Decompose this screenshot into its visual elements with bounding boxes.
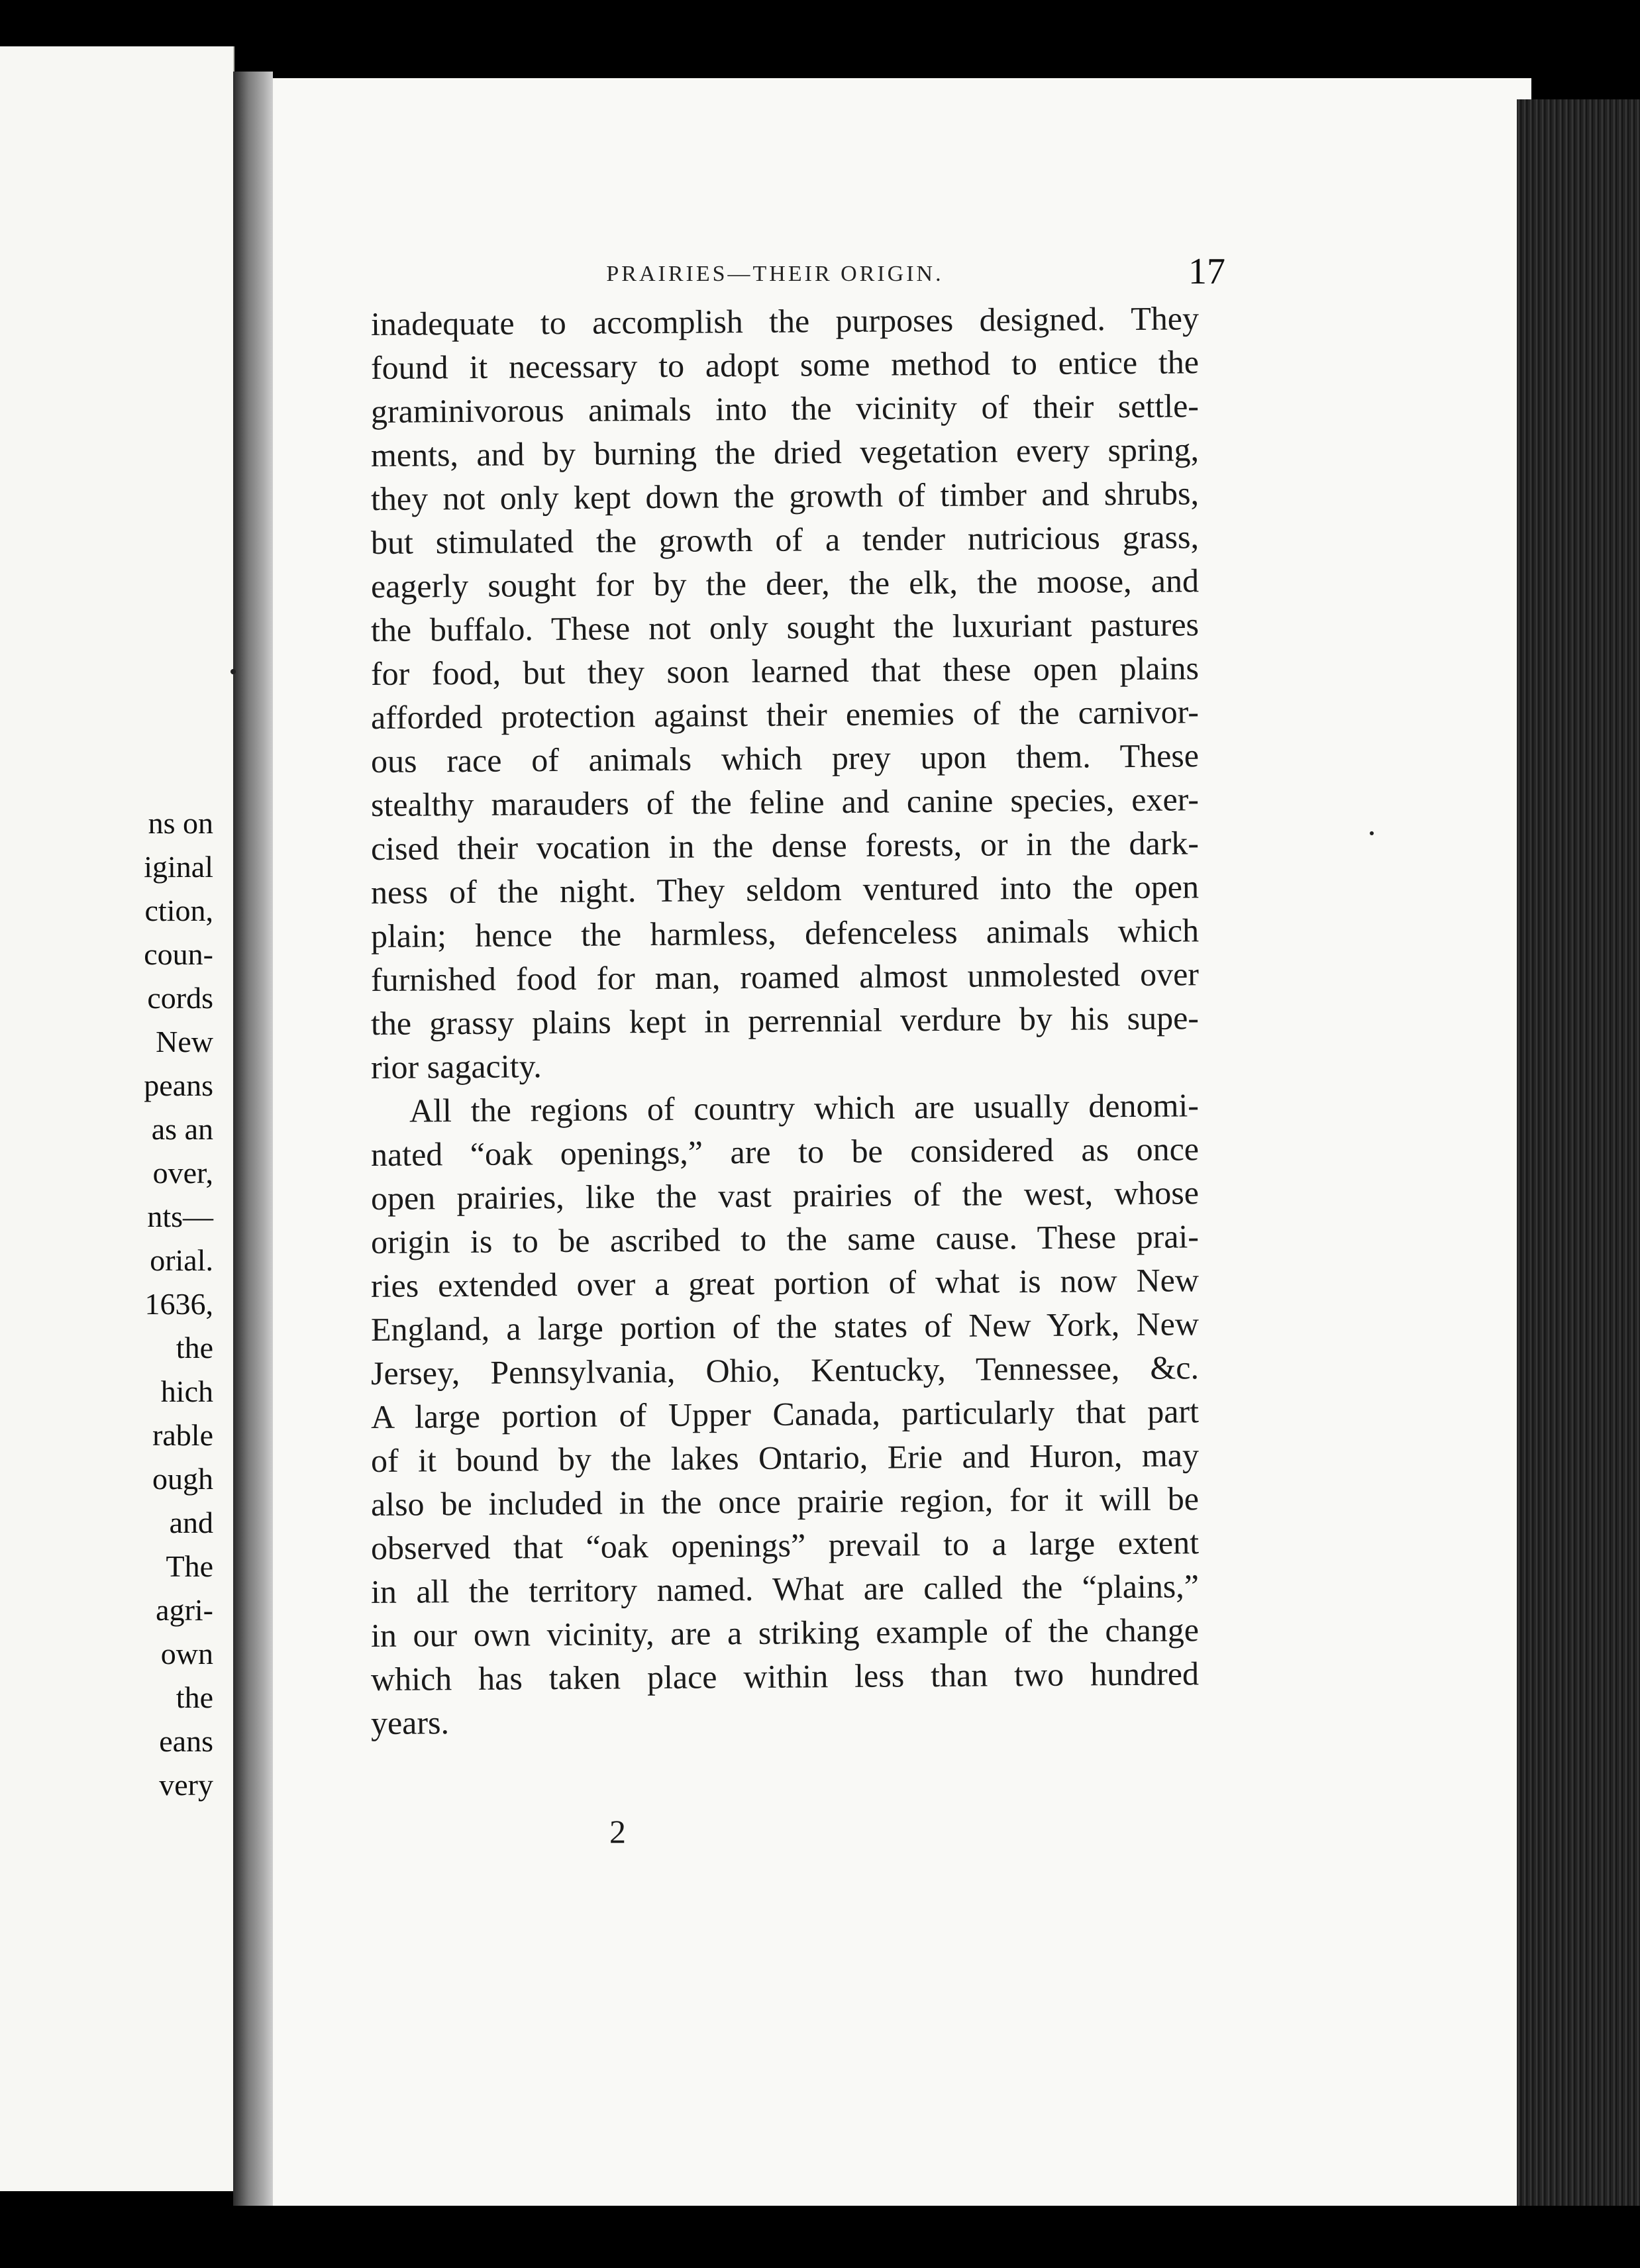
left-page-fragment: hich [160,1374,213,1408]
text-line: years. [370,1704,450,1741]
left-page [0,46,234,2191]
left-page-fragment: iginal [144,850,213,884]
text-line: ness of the night. They seldom ventured into the open [370,868,1200,911]
text-line: of it bound by the lakes Ontario, Erie and Huron, may [370,1436,1200,1479]
running-head: PRAIRIES—THEIR ORIGIN. [606,262,944,286]
text-line: origin is to be ascribed to the same cause. These prai- [370,1217,1200,1261]
text-line: nated “oak openings,” are to be considered as once [370,1130,1200,1173]
text-line: England, a large portion of the states of New York, New [370,1305,1200,1348]
left-page-fragment: over, [152,1156,213,1190]
text-line: stealthy marauders of the feline and canine species, exer- [370,780,1200,823]
text-line: inadequate to accomplish the purposes designed. They [370,299,1200,342]
text-line: for food, but they soon learned that these open plains [370,649,1200,692]
left-page-fragment: ction, [144,894,213,927]
text-line: the buffalo. These not only sought the luxuriant pastures [370,605,1200,648]
text-line: also be included in the once prairie region, for it will be [370,1480,1200,1523]
text-line: graminivorous animals into the vicinity of their settle- [370,387,1200,430]
left-page-fragment: cords [147,981,213,1015]
left-page-fragment: New [156,1025,213,1058]
text-line: cised their vocation in the dense forests, or in the dark- [370,824,1200,867]
text-line: furnished food for man, roamed almost unmolested over [370,955,1200,998]
text-line: A large portion of Upper Canada, particularly that part [370,1392,1200,1435]
text-line: found it necessary to adopt some method to entice the [370,343,1200,386]
left-page-fragment: rable [152,1418,213,1452]
left-page-fragment: as an [151,1112,213,1146]
left-page-fragment: eans [159,1724,213,1758]
text-line: but stimulated the growth of a tender nutricious grass, [370,518,1200,561]
left-page-fragment: ough [152,1462,213,1496]
text-line: which has taken place within less than two hundred [370,1655,1200,1698]
ink-speck [231,669,236,674]
text-line: ments, and by burning the dried vegetation every spring, [370,431,1200,474]
left-page-fragment: very [159,1768,213,1802]
signature-mark: 2 [609,1813,626,1850]
left-page-fragment: coun- [144,937,213,971]
left-page-fragment: own [160,1637,213,1671]
book-gutter [233,72,273,2206]
text-line: plain; hence the harmless, defenceless animals which [370,911,1200,954]
page-fore-edge [1517,99,1640,2206]
text-line: in all the territory named. What are called the “plains,” [370,1567,1200,1610]
left-page-fragment: orial. [150,1243,213,1277]
text-line: Jersey, Pennsylvania, Ohio, Kentucky, Tennessee, &c. [370,1349,1200,1392]
left-page-fragment: the [176,1680,213,1714]
page-number: 17 [1188,251,1225,292]
text-line: eagerly sought for by the deer, the elk, the moose, and [370,562,1200,605]
text-line: observed that “oak openings” prevail to a large extent [370,1523,1200,1567]
left-page-fragment: The [166,1549,213,1583]
text-line: the grassy plains kept in perrennial verdure by his supe- [370,999,1200,1042]
text-line: they not only kept down the growth of timber and shrubs, [370,474,1200,517]
left-page-fragment: nts— [147,1200,213,1233]
text-line: afforded protection against their enemies of the carnivor- [370,693,1200,736]
left-page-fragment: and [169,1506,213,1539]
left-page-fragment: 1636, [144,1287,213,1321]
text-line: ries extended over a great portion of what is now New [370,1261,1200,1304]
text-line: in our own vicinity, are a striking example of the change [370,1611,1200,1654]
text-line: ous race of animals which prey upon them. These [370,737,1200,780]
left-page-fragment: agri- [156,1593,213,1627]
text-line: All the regions of country which are usually denomi- [409,1086,1200,1129]
body-text [370,299,1200,1745]
text-line: rior sagacity. [370,1047,542,1086]
left-page-fragment: the [176,1331,213,1365]
left-page-fragment: ns on [148,806,213,840]
text-line: open prairies, like the vast prairies of the west, whose [370,1174,1200,1217]
left-page-fragment: peans [144,1068,213,1102]
ink-speck [1370,831,1374,835]
